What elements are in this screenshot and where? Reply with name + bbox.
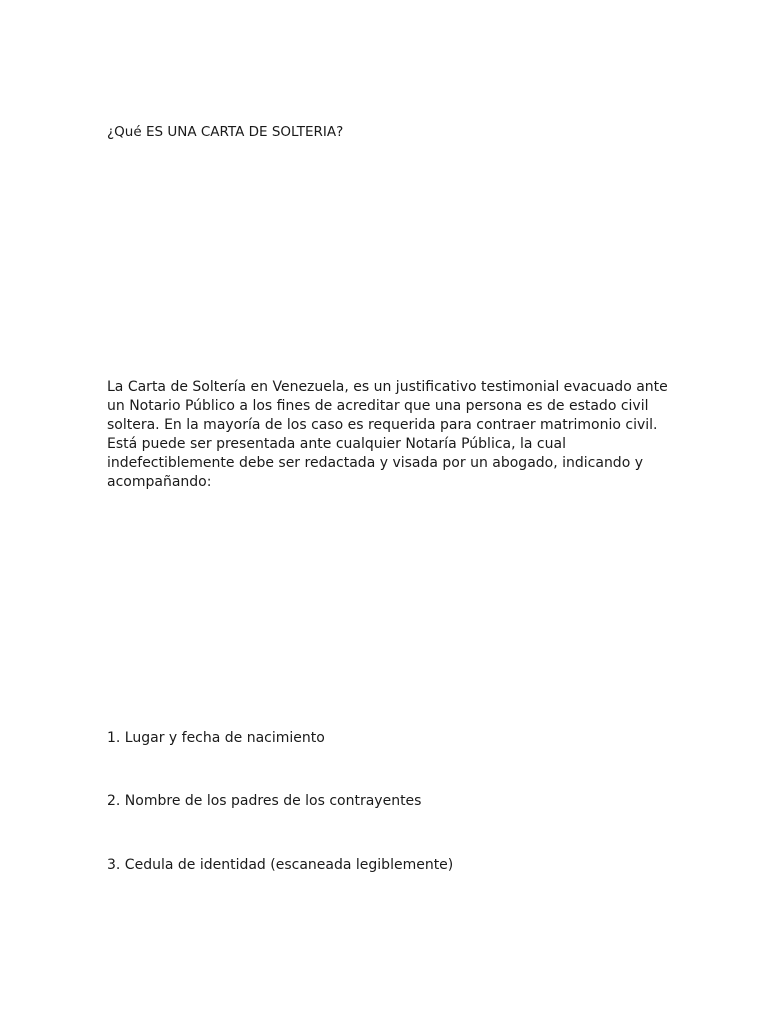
paragraph-line: un Notario Público a los fines de acreditar que una persona es de estado civil — [107, 398, 649, 414]
list-item: 2. Nombre de los padres de los contrayentes — [107, 793, 422, 809]
paragraph-line: indefectiblemente debe ser redactada y visada por un abogado, indicando y — [107, 455, 643, 471]
body-paragraph — [107, 378, 667, 492]
document-title: ¿Qué ES UNA CARTA DE SOLTERIA? — [107, 124, 344, 140]
list-item: 3. Cedula de identidad (escaneada legiblemente) — [107, 857, 454, 873]
paragraph-line: acompañando: — [107, 474, 212, 490]
paragraph-line: La Carta de Soltería en Venezuela, es un justificativo testimonial evacuado ante — [107, 379, 668, 395]
paragraph-line: soltera. En la mayoría de los caso es requerida para contraer matrimonio civil. — [107, 417, 658, 433]
list-item: 1. Lugar y fecha de nacimiento — [107, 730, 325, 746]
paragraph-line: Está puede ser presentada ante cualquier Notaría Pública, la cual — [107, 436, 566, 452]
